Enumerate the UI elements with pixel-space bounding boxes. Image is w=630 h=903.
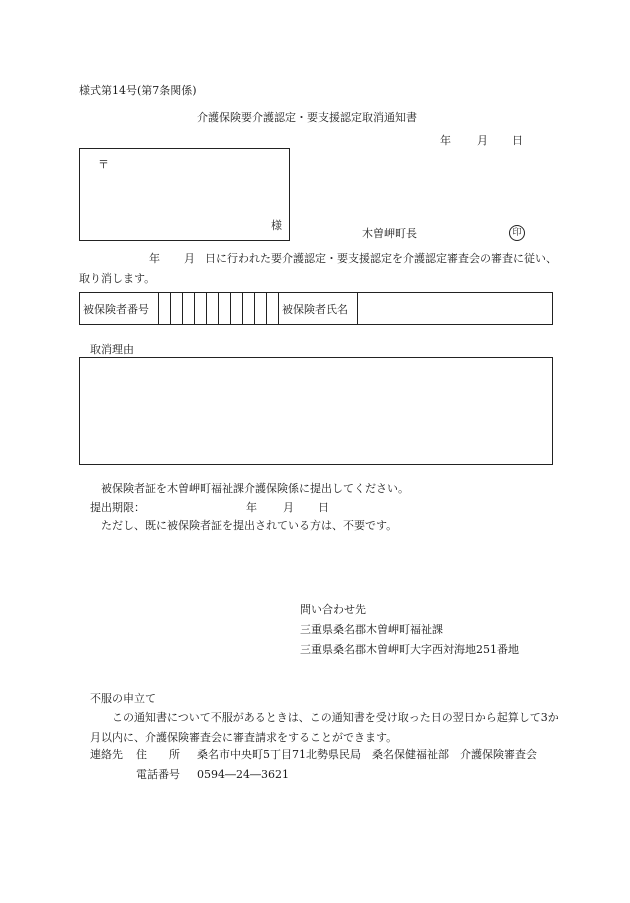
insured-number-cell[interactable] [183, 293, 195, 325]
recipient-address-box [79, 148, 290, 241]
postal-mark: 〒 [98, 158, 109, 171]
notice-body: 日に行われた要介護認定・要支援認定を介護認定審査会の審査に従い、取り消します。 [79, 252, 557, 285]
insured-table [79, 292, 553, 325]
recipient-honorific: 様 [271, 219, 282, 232]
appeal-address-label: 住 所 [136, 748, 180, 761]
appeal-heading: 不服の申立て [90, 692, 156, 705]
notice-month: 月 [184, 252, 195, 265]
deadline-year: 年 [246, 501, 257, 514]
appeal-address-value: 桑名市中央町5丁目71北勢県民局 桑名保健福祉部 介護保険審査会 [197, 748, 537, 761]
insured-number-cell[interactable] [255, 293, 267, 325]
appeal-phone-value: 0594―24―3621 [197, 768, 289, 781]
contact-heading: 問い合わせ先 [300, 603, 366, 616]
insured-number-cell[interactable] [231, 293, 243, 325]
official-seal: 印 [509, 225, 525, 241]
appeal-body: この通知書について不服があるときは、この通知書を受け取った日の翌日から起算して3か月以内に、介護保険審査会に審査請求をすることができます。 [90, 711, 559, 744]
issue-date-month: 月 [477, 134, 488, 147]
insured-number-cell[interactable] [207, 293, 219, 325]
issue-date-day: 日 [512, 134, 523, 147]
appeal-phone-label: 電話番号 [136, 768, 180, 781]
insured-name-label: 被保険者氏名 [279, 293, 358, 325]
submission-instruction: 被保険者証を木曽岬町福祉課介護保険係に提出してください。 [101, 482, 409, 495]
insured-number-cell[interactable] [267, 293, 279, 325]
document-title: 介護保険要介護認定・要支援認定取消通知書 [197, 111, 417, 124]
insured-number-cell[interactable] [243, 293, 255, 325]
notice-year: 年 [149, 252, 160, 265]
insured-name-field[interactable] [358, 293, 553, 325]
deadline-label: 提出期限： [90, 501, 145, 514]
insured-number-label: 被保険者番号 [80, 293, 159, 325]
form-number: 様式第14号(第7条関係) [79, 84, 197, 97]
cancellation-reason-label: 取消理由 [90, 343, 134, 356]
appeal-contact-label: 連絡先 [90, 748, 123, 761]
submission-exception: ただし、既に被保険者証を提出されている方は、不要です。 [101, 519, 398, 532]
deadline-day: 日 [318, 501, 329, 514]
contact-address: 三重県桑名郡木曽岬町大字西対海地251番地 [300, 643, 519, 656]
insured-number-cell[interactable] [219, 293, 231, 325]
issuer-name: 木曽岬町長 [362, 227, 417, 240]
insured-number-cell[interactable] [195, 293, 207, 325]
issue-date-year: 年 [440, 134, 451, 147]
deadline-month: 月 [283, 501, 294, 514]
insured-number-cell[interactable] [171, 293, 183, 325]
insured-number-cell[interactable] [159, 293, 171, 325]
cancellation-reason-box[interactable] [79, 357, 553, 465]
contact-department: 三重県桑名郡木曽岬町福祉課 [300, 623, 443, 636]
